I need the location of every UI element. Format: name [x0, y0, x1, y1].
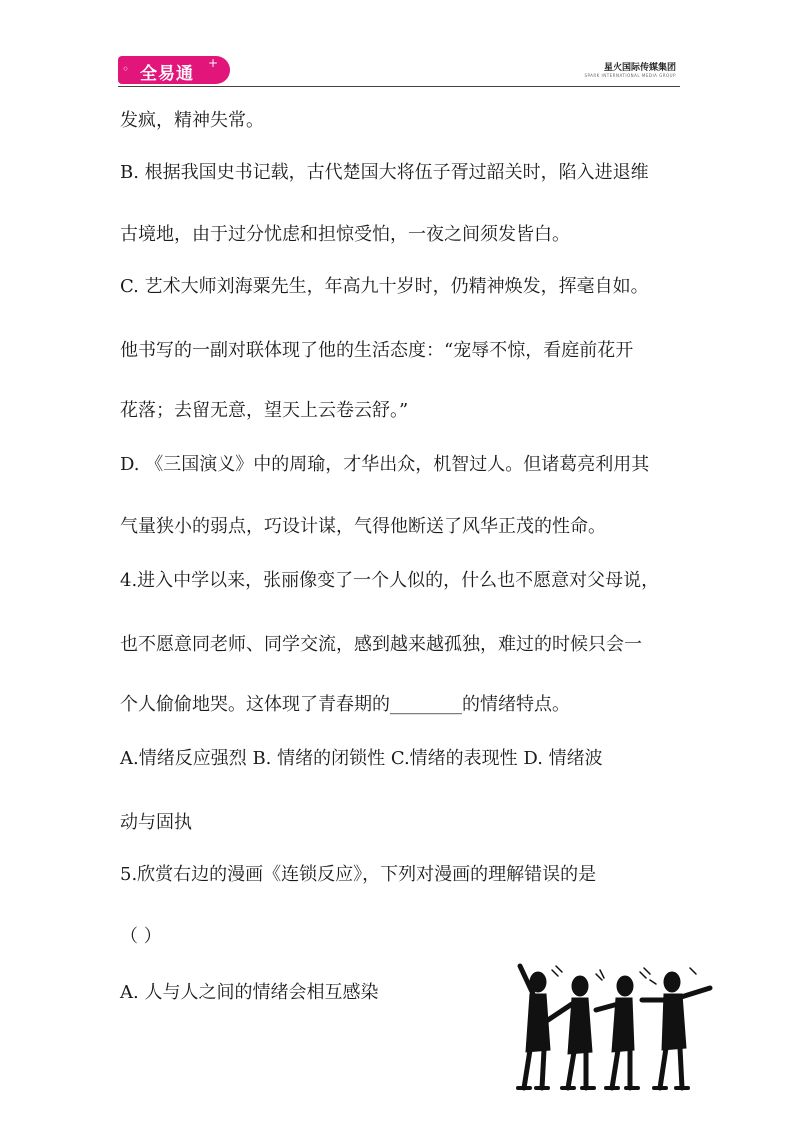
question-5-option-a: A. 人与人之间的情绪会相互感染	[120, 982, 379, 1003]
brand-subtitle: SPARK INTERNATIONAL MEDIA GROUP	[584, 73, 676, 78]
option-b-line-2: 古境地，由于过分忧虑和担惊受怕，一夜之间须发皆白。	[120, 224, 570, 245]
option-c-line-1: C. 艺术大师刘海粟先生，年高九十岁时，仍精神焕发，挥毫自如。	[120, 276, 649, 297]
question-5-blank: （ ）	[120, 926, 162, 947]
logo-swoosh-icon: ◦	[122, 62, 130, 76]
option-d-line-2: 气量狭小的弱点，巧设计谋，气得他断送了风华正茂的性命。	[120, 516, 606, 537]
cartoon-figure-2	[548, 976, 594, 1088]
option-d-line-1: D. 《三国演义》中的周瑜，才华出众，机智过人。但诸葛亮利用其	[120, 454, 650, 475]
question-5-line-1: 5.欣赏右边的漫画《连锁反应》，下列对漫画的理解错误的是	[120, 864, 597, 885]
logo-plus-icon: +	[208, 56, 219, 70]
option-c-line-3: 花落；去留无意，望天上云卷云舒。”	[120, 400, 409, 421]
brand-name: 星火国际传媒集团	[603, 63, 676, 73]
logo-text: 全易通	[140, 64, 194, 84]
header-divider	[118, 86, 680, 87]
question-4-line-2: 也不愿意同老师、同学交流，感到越来越孤独，难过的时候只会一	[120, 634, 642, 655]
question-4-line-1: 4.进入中学以来，张丽像变了一个人似的，什么也不愿意对父母说，	[120, 570, 660, 591]
page-header	[118, 56, 680, 88]
question-4-line-3: 个人偷偷地哭。这体现了青春期的________的情绪特点。	[120, 694, 570, 715]
question-4-options: A.情绪反应强烈 B. 情绪的闭锁性 C.情绪的表现性 D. 情绪波	[120, 748, 603, 769]
option-b-line-1: B. 根据我国史书记载，古代楚国大将伍子胥过韶关时，陷入进退维	[120, 162, 649, 183]
question-4-options-cont: 动与固执	[120, 812, 192, 833]
quanyitong-logo	[118, 56, 230, 84]
cartoon-figure-1	[518, 966, 550, 1088]
option-c-line-2: 他书写的一副对联体现了他的生活态度：“宠辱不惊，看庭前花开	[120, 340, 634, 361]
chain-reaction-cartoon	[500, 960, 725, 1095]
cartoon-figure-4	[642, 972, 710, 1088]
text-line: 发疯，精神失常。	[120, 110, 264, 131]
cartoon-figure-3	[596, 976, 638, 1088]
